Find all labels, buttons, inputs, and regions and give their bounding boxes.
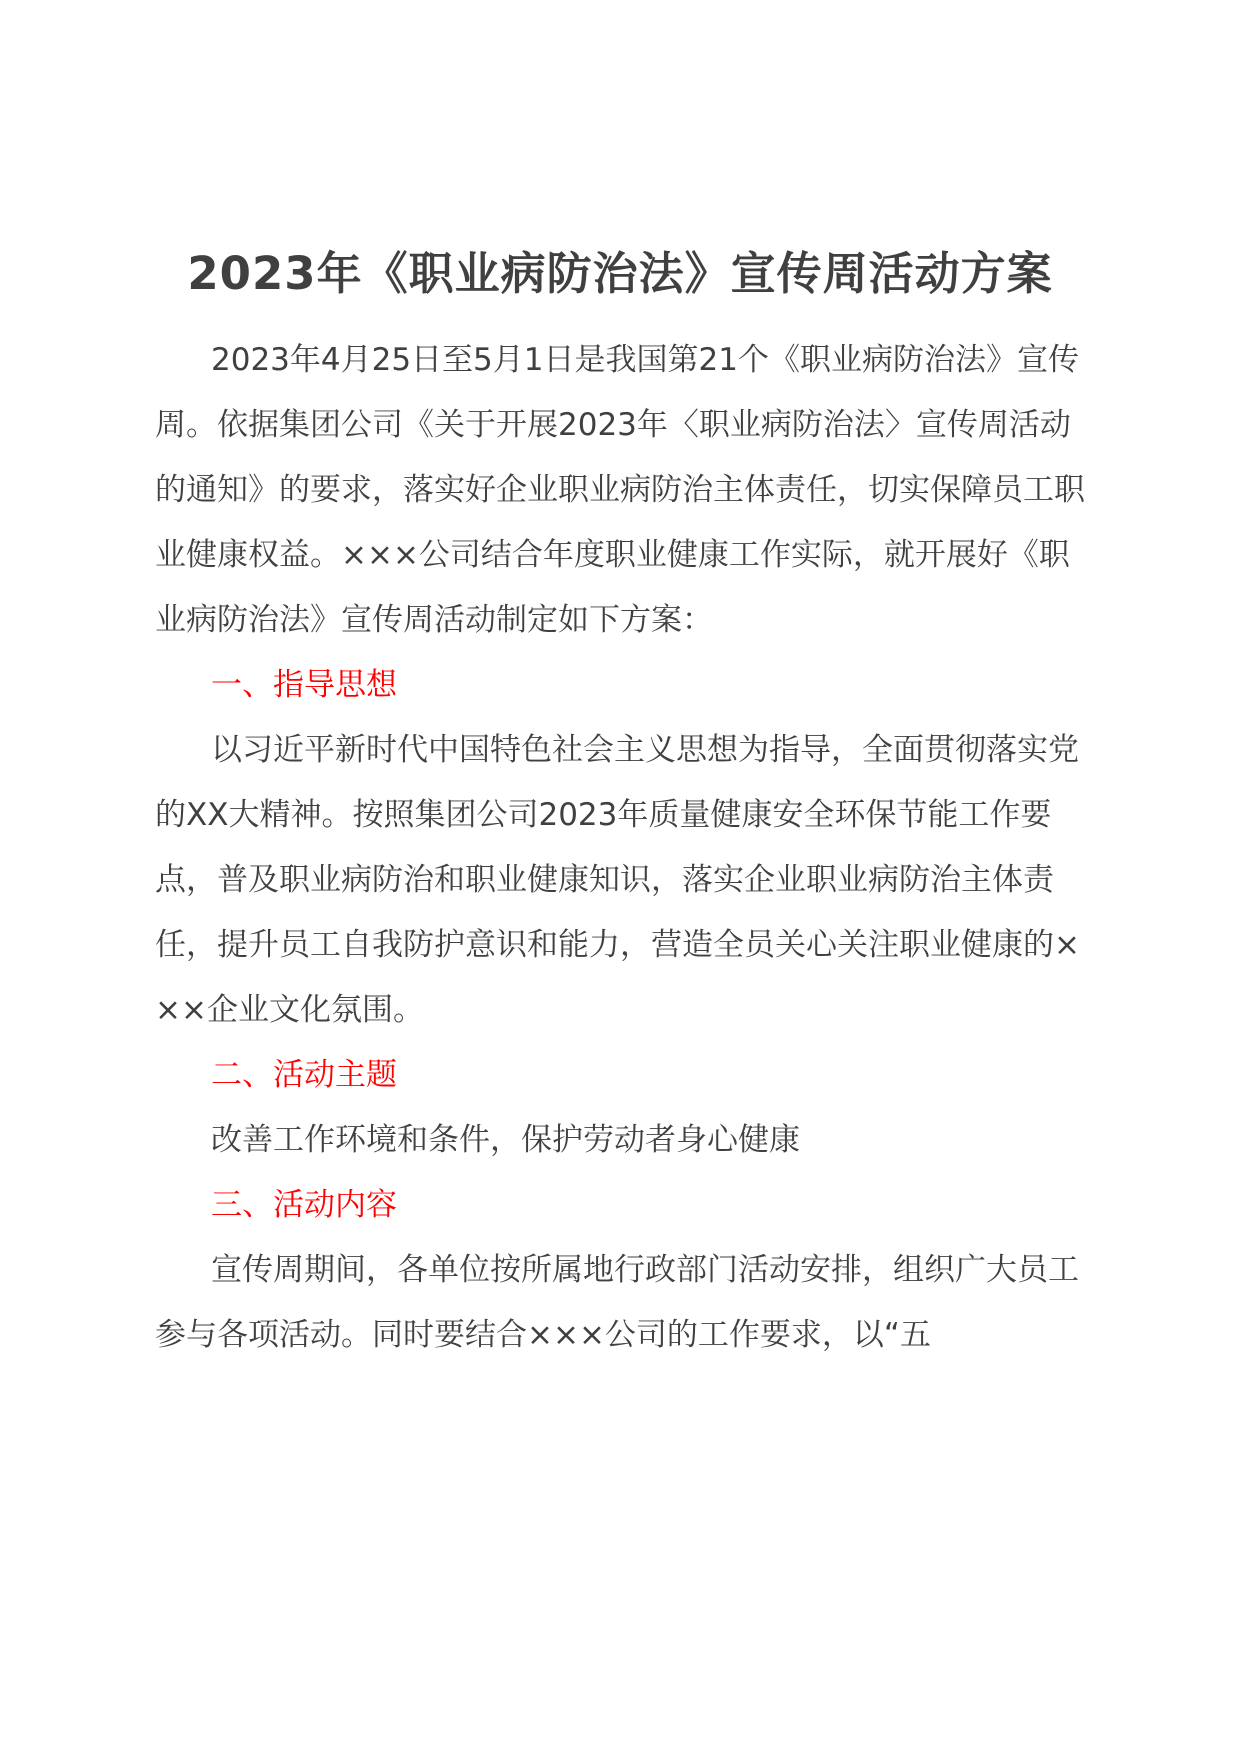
document-title: 2023年《职业病防治法》宣传周活动方案 — [187, 247, 1053, 300]
section-body-activity-theme: 改善工作环境和条件，保护劳动者身心健康 — [211, 1122, 800, 1158]
section-body-activity-content: 宣传周期间，各单位按所属地行政部门活动安排，组织广大员工参与各项活动。同时要结合×××公司的工作要求，以“五 — [155, 1252, 1079, 1353]
section-heading-guiding-ideology: 一、指导思想 — [211, 667, 397, 703]
section-body-guiding-ideology: 以习近平新时代中国特色社会主义思想为指导，全面贯彻落实党的XX大精神。按照集团公司2023年质量健康安全环保节能工作要点，普及职业病防治和职业健康知识，落实企业职业病防治主体责任，提升员工自我防护意识和能力，营造全员关心关注职业健康的×××企业文化氛围。 — [155, 732, 1080, 1028]
intro-paragraph: 2023年4月25日至5月1日是我国第21个《职业病防治法》宣传周。依据集团公司《关于开展2023年〈职业病防治法〉宣传周活动的通知》的要求，落实好企业职业病防治主体责任，切实保障员工职业健康权益。×××公司结合年度职业健康工作实际，就开展好《职业病防治法》宣传周活动制定如下方案： — [155, 342, 1085, 638]
section-heading-activity-content: 三、活动内容 — [211, 1187, 397, 1223]
section-heading-activity-theme: 二、活动主题 — [211, 1057, 397, 1093]
document-page — [155, 242, 1085, 1368]
